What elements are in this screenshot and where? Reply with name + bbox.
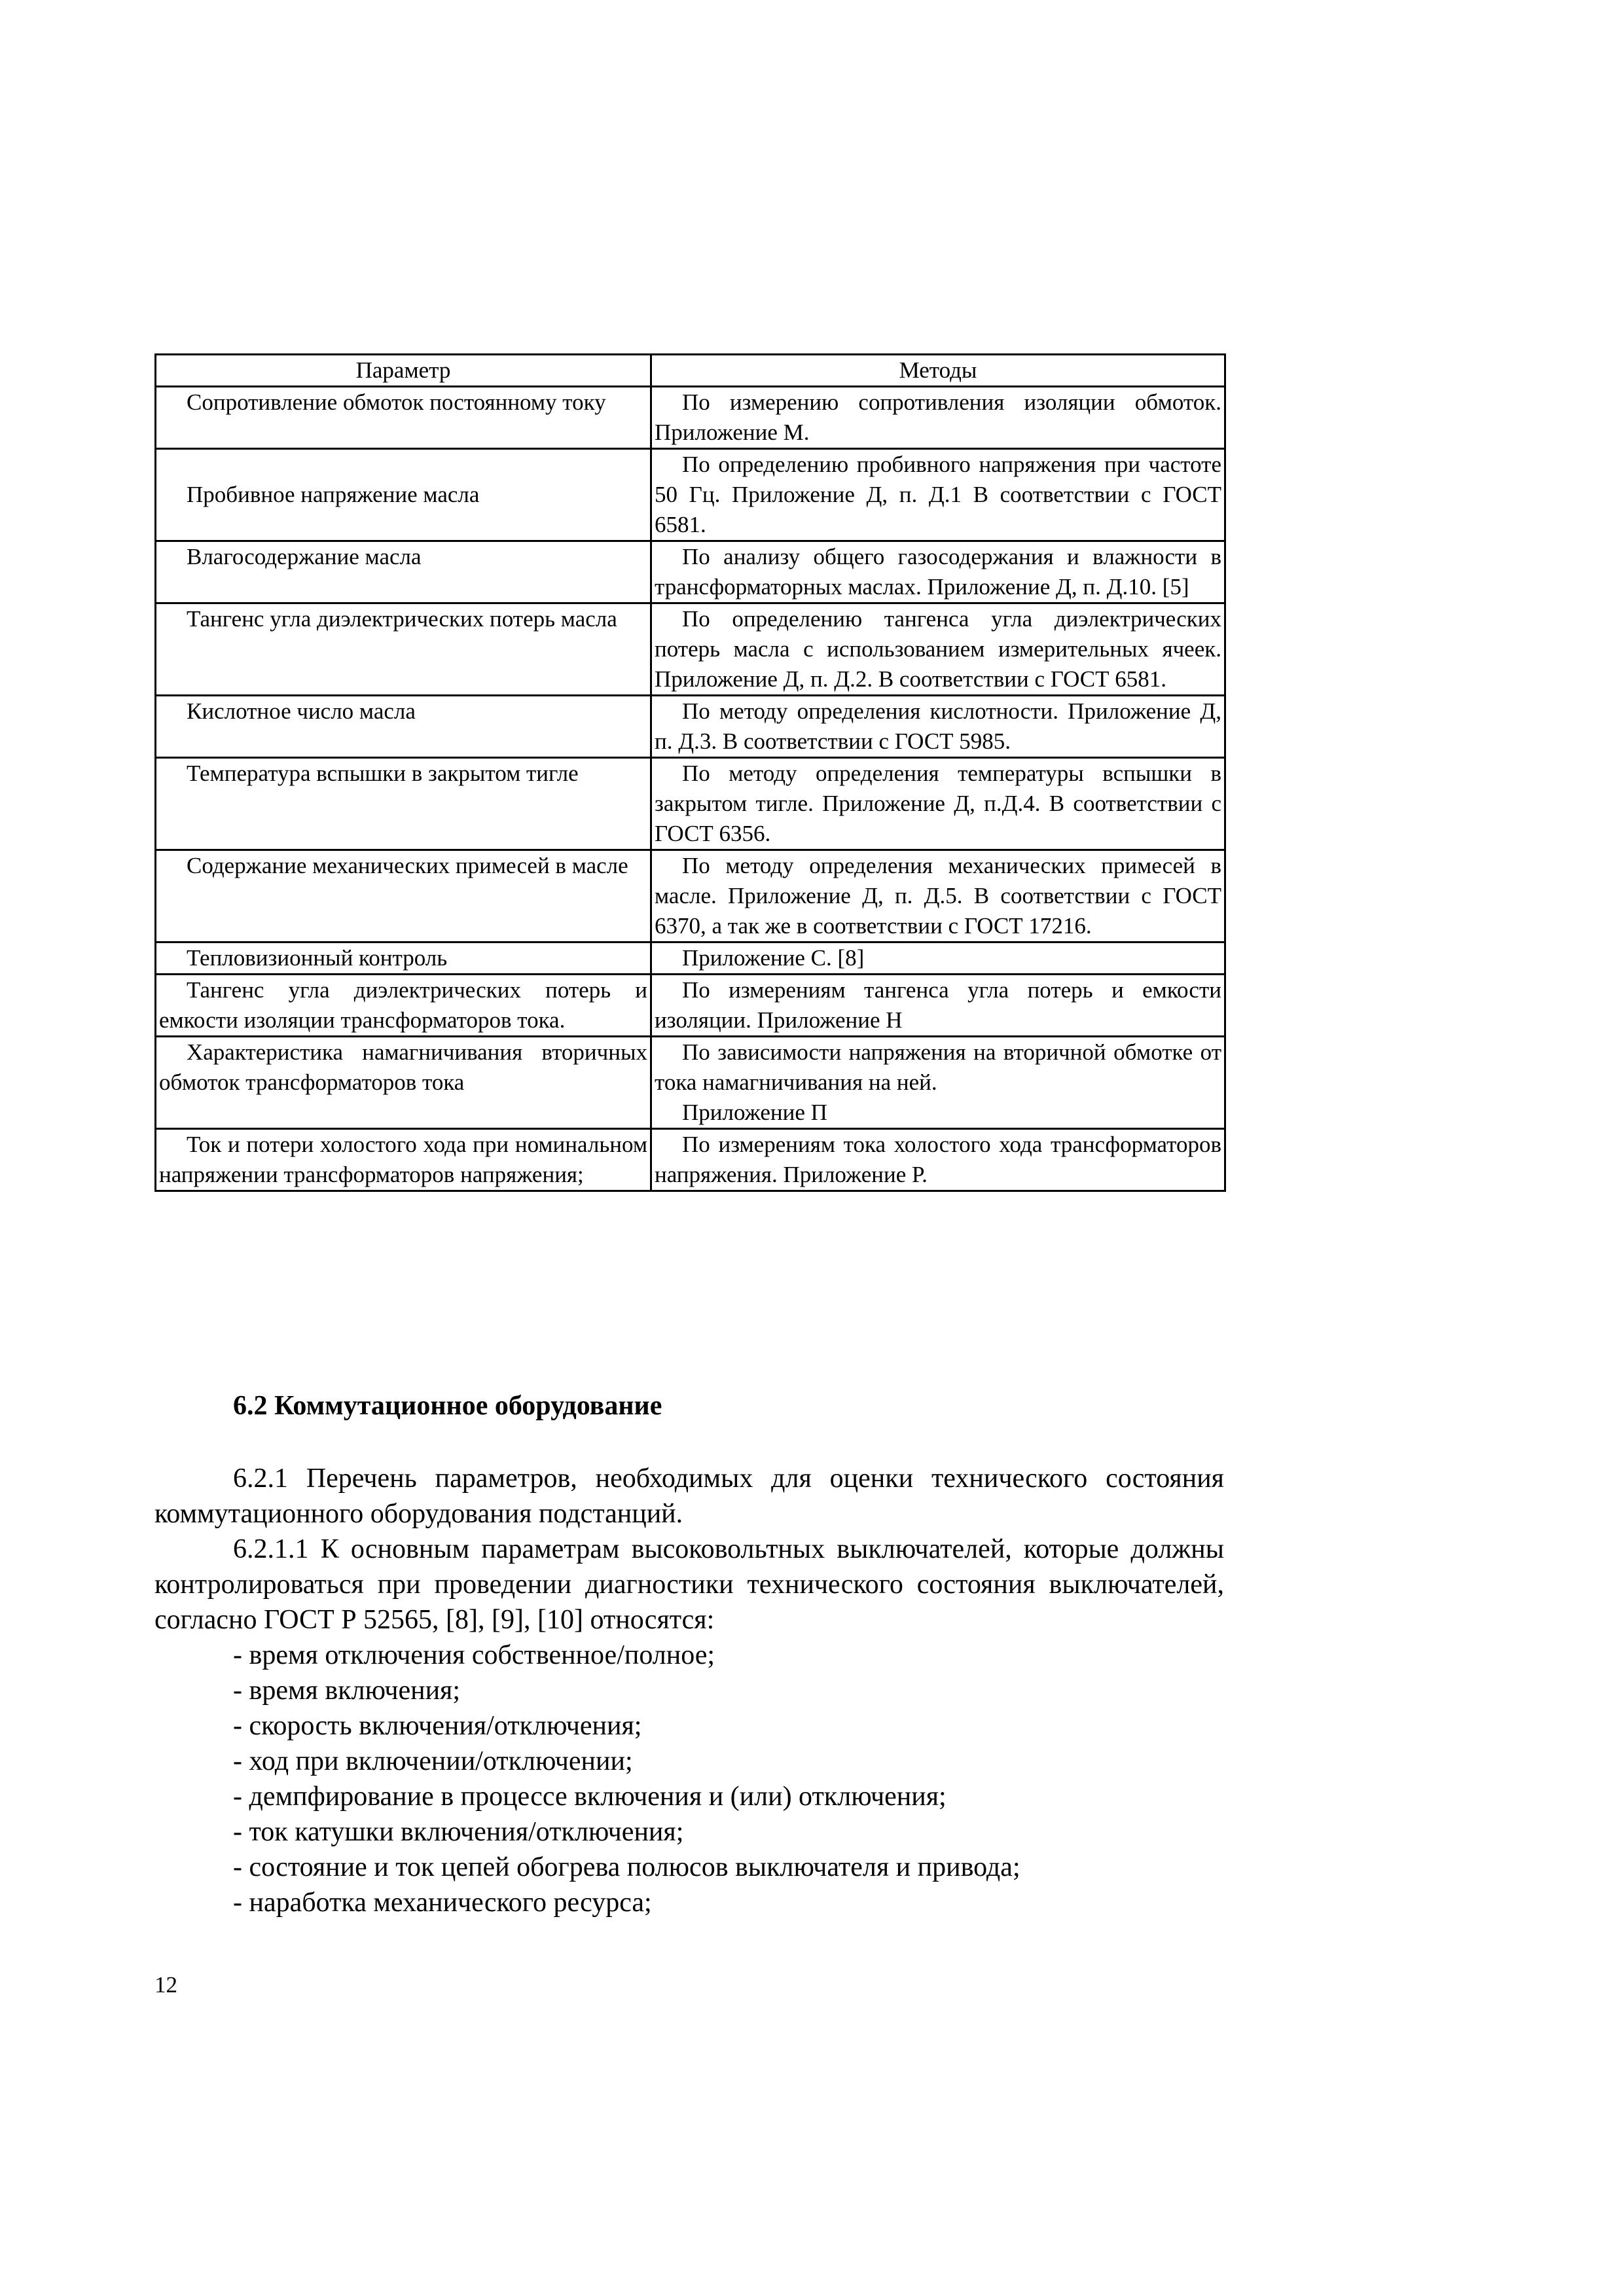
table-row <box>156 850 1225 942</box>
method-cell: По методу определения кислотности. Приложение Д, п. Д.3. В соответствии с ГОСТ 5985. <box>651 696 1225 758</box>
table-row <box>156 942 1225 975</box>
parameter-cell: Содержание механических примесей в масле <box>156 850 651 942</box>
parameter-cell: Сопротивление обмоток постоянному току <box>156 387 651 449</box>
table-row <box>156 541 1225 603</box>
list-item: - ток катушки включения/отключения; <box>233 1814 1224 1850</box>
column-header-parameter: Параметр <box>156 355 651 387</box>
list-item: - демпфирование в процессе включения и (или) отключения; <box>233 1779 1224 1814</box>
table-row <box>156 1037 1225 1129</box>
list-item: - время включения; <box>233 1673 1224 1708</box>
section-heading: 6.2 Коммутационное оборудование <box>233 1391 662 1421</box>
paragraph-6-2-1-1: 6.2.1.1 К основным параметрам высоковольтных выключателей, которые должны контролироваться при проведении диагностики технического состояния выключателей, согласно ГОСТ Р 52565, [8], [9], [10] относятся: <box>154 1534 1224 1635</box>
table-row <box>156 975 1225 1037</box>
parameter-cell: Характеристика намагничивания вторичных обмоток трансформаторов тока <box>156 1037 651 1129</box>
column-header-methods: Методы <box>651 355 1225 387</box>
paragraph-6-2-1: 6.2.1 Перечень параметров, необходимых для оценки технического состояния коммутационного оборудования подстанций. <box>154 1463 1224 1529</box>
table-header-row <box>156 355 1225 387</box>
table-row <box>156 1129 1225 1191</box>
parameters-table <box>154 353 1226 1192</box>
method-text: По зависимости напряжения на вторичной обмотке от тока намагничивания на ней. <box>655 1039 1221 1095</box>
method-cell: По анализу общего газосодержания и влажности в трансформаторных маслах. Приложение Д, п. Д.10. [5] <box>651 541 1225 603</box>
list-item: - скорость включения/отключения; <box>233 1708 1224 1744</box>
parameter-cell: Тангенс угла диэлектрических потерь и емкости изоляции трансформаторов тока. <box>156 975 651 1037</box>
table-row <box>156 758 1225 850</box>
parameter-cell: Кислотное число масла <box>156 696 651 758</box>
list-item: - время отключения собственное/полное; <box>233 1638 1224 1673</box>
parameters-list <box>233 1638 1224 1920</box>
parameter-cell: Влагосодержание масла <box>156 541 651 603</box>
parameter-cell: Температура вспышки в закрытом тигле <box>156 758 651 850</box>
list-item: - ход при включении/отключении; <box>233 1744 1224 1779</box>
list-item: - наработка механического ресурса; <box>233 1885 1224 1920</box>
method-cell <box>651 1037 1225 1129</box>
table-row <box>156 449 1225 541</box>
page-number: 12 <box>154 1972 177 1998</box>
method-cell: По определению тангенса угла диэлектрических потерь масла с использованием измерительных ячеек. Приложение Д, п. Д.2. В соответствии с ГОСТ 6581. <box>651 603 1225 696</box>
method-cell: По измерению сопротивления изоляции обмоток. Приложение М. <box>651 387 1225 449</box>
method-cell: По измерениям тока холостого хода трансформаторов напряжения. Приложение Р. <box>651 1129 1225 1191</box>
method-cell: Приложение С. [8] <box>651 942 1225 975</box>
list-item: - состояние и ток цепей обогрева полюсов выключателя и привода; <box>233 1850 1224 1885</box>
method-appendix: Приложение П <box>682 1100 827 1125</box>
parameter-cell: Тепловизионный контроль <box>156 942 651 975</box>
method-cell: По определению пробивного напряжения при частоте 50 Гц. Приложение Д, п. Д.1 В соответствии с ГОСТ 6581. <box>651 449 1225 541</box>
table-row <box>156 387 1225 449</box>
table-row <box>156 696 1225 758</box>
parameter-cell: Пробивное напряжение масла <box>156 449 651 541</box>
method-cell: По измерениям тангенса угла потерь и емкости изоляции. Приложение Н <box>651 975 1225 1037</box>
method-cell: По методу определения температуры вспышки в закрытом тигле. Приложение Д, п.Д.4. В соответствии с ГОСТ 6356. <box>651 758 1225 850</box>
method-cell: По методу определения механических примесей в масле. Приложение Д, п. Д.5. В соответствии с ГОСТ 6370, а так же в соответствии с ГОСТ 17216. <box>651 850 1225 942</box>
parameter-cell: Ток и потери холостого хода при номинальном напряжении трансформаторов напряжения; <box>156 1129 651 1191</box>
parameter-cell: Тангенс угла диэлектрических потерь масла <box>156 603 651 696</box>
table-row <box>156 603 1225 696</box>
